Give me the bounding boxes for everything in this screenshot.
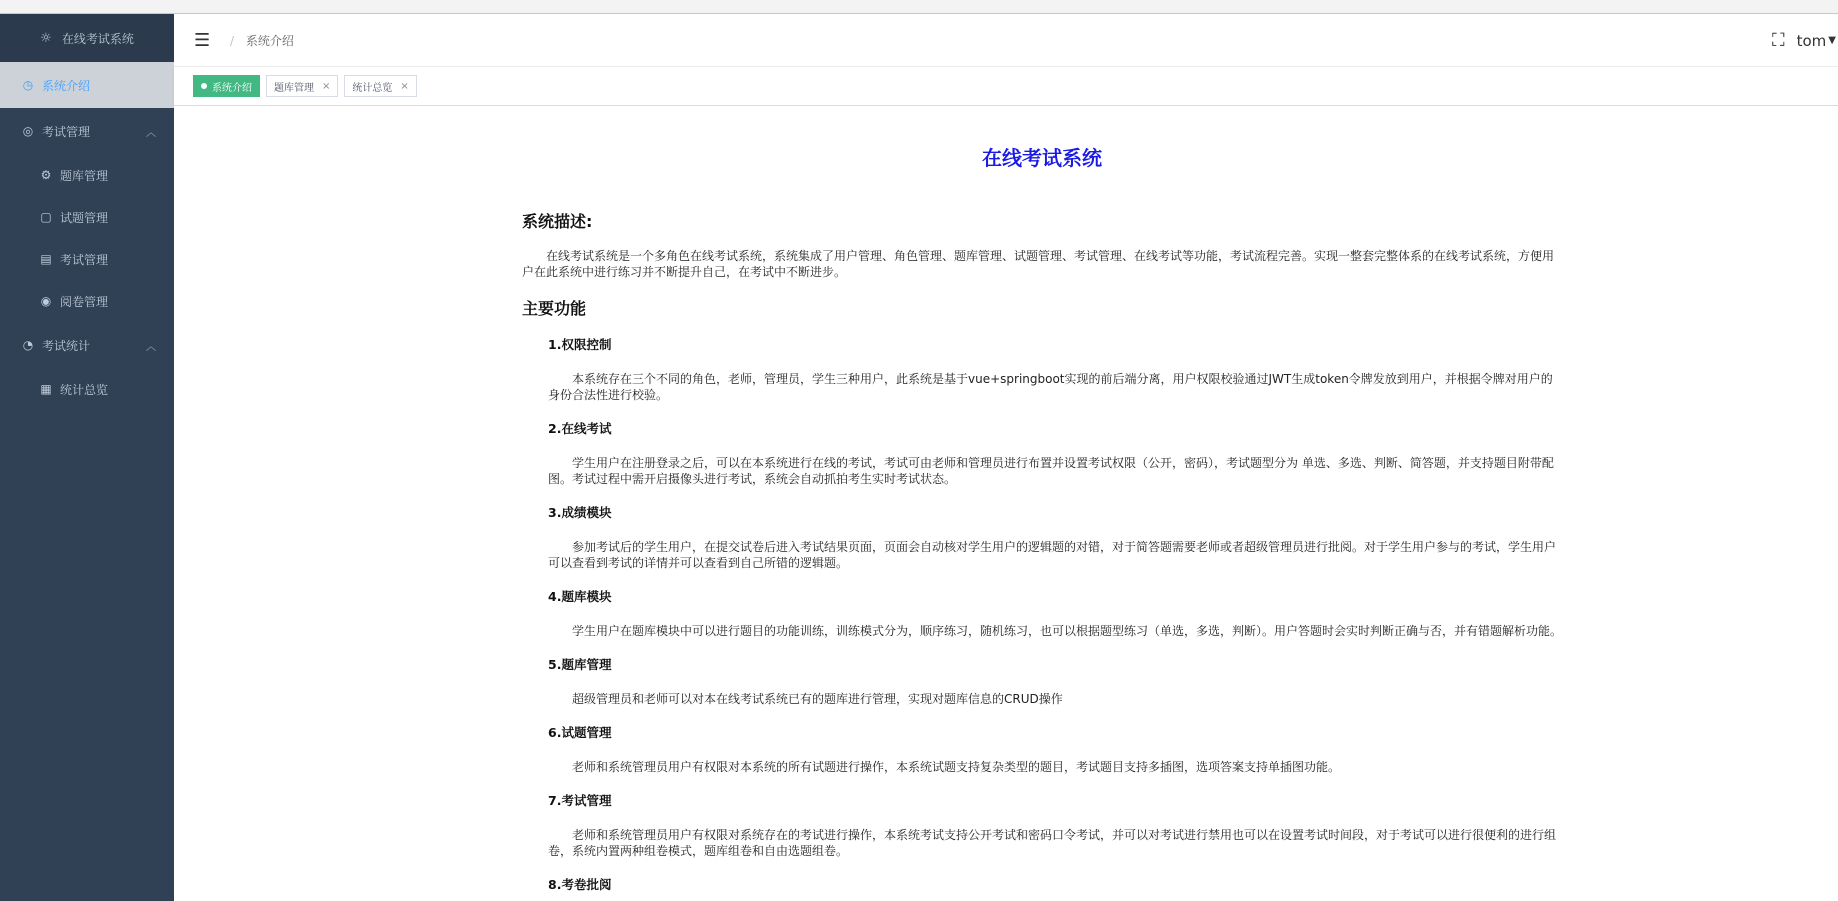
feature-text: 参加考试后的学生用户，在提交试卷后进入考试结果页面，页面会自动核对学生用户的逻辑题的对错，对于简答题需要老师或者超级管理员进行批阅。对于学生用户参与的考试，学生用户可以查看到考试的详情并可以查看到自己所错的逻辑题。: [548, 540, 1557, 570]
breadcrumb-separator: /: [230, 33, 235, 48]
close-icon[interactable]: ×: [322, 80, 331, 92]
feature-text: 老师和系统管理员用户有权限对本系统的所有试题进行操作，本系统试题支持复杂类型的题目，考试题目支持多插图，选项答案支持单插图功能。: [572, 760, 1341, 774]
tag-intro[interactable]: [193, 75, 260, 97]
sidebar-item-intro[interactable]: [0, 62, 174, 108]
sidebar-item-grading[interactable]: [0, 280, 174, 322]
feature-text: 超级管理员和老师可以对本在线考试系统已有的题库进行管理，实现对题库信息的CRUD操作: [572, 692, 1063, 706]
features-heading: 主要功能: [522, 299, 587, 318]
exam-icon: ◎: [22, 124, 34, 138]
feature-title: 8.考卷批阅: [548, 877, 612, 892]
stats-icon: ▦: [40, 382, 52, 396]
feature-title: 3.成绩模块: [548, 505, 612, 520]
tags-view: [174, 67, 1838, 106]
feature-text: 本系统存在三个不同的角色，老师，管理员，学生三种用户，此系统是基于vue+springboot实现的前后端分离，用户权限校验通过JWT生成token令牌发放到用户，并根据令牌对用户的身份合法性进行校验。: [548, 372, 1553, 402]
document-icon: ▤: [40, 252, 52, 266]
sidebar-item-exams[interactable]: [0, 238, 174, 280]
tag-label: 系统介绍: [212, 82, 252, 94]
question-icon: ▢: [40, 210, 52, 224]
sidebar-item-question-bank[interactable]: [0, 154, 174, 196]
feature-text: 学生用户在注册登录之后，可以在本系统进行在线的考试，考试可由老师和管理员进行布置并设置考试权限（公开，密码），考试题型分为 单选、多选、判断、简答题，并支持题目附带配图。考试过程中需开启摄像头进行考试，系统会自动抓拍考生实时考试状态。: [548, 456, 1554, 486]
header-right: [1772, 14, 1838, 67]
breadcrumb-current: 系统介绍: [245, 33, 294, 48]
sidebar-item-label: 考试统计: [42, 338, 91, 353]
sun-icon: ☼: [40, 30, 52, 46]
feature-text: 学生用户在题库模块中可以进行题目的功能训练，训练模式分为，顺序练习，随机练习，也可以根据题型练习（单选，多选，判断）。用户答题时会实时判断正确与否，并有错题解析功能。: [572, 624, 1563, 638]
feature-title: 7.考试管理: [548, 793, 612, 808]
sidebar-item-exam-stats[interactable]: [0, 322, 174, 368]
sidebar-title: 在线考试系统: [61, 31, 134, 46]
feature-title: 4.题库模块: [548, 589, 612, 604]
features-list: [522, 335, 1562, 893]
sidebar-item-label: 考试管理: [60, 252, 109, 267]
chevron-up-icon: ︿: [146, 127, 156, 139]
tag-stats-overview[interactable]: [344, 75, 416, 97]
eye-icon: ◉: [40, 294, 52, 308]
intro-article: [522, 106, 1562, 893]
tag-label: 题库管理: [274, 82, 314, 94]
feature-title: 2.在线考试: [548, 421, 612, 436]
active-dot-icon: [201, 83, 207, 89]
sidebar: [0, 14, 174, 901]
tag-question-bank[interactable]: [266, 75, 338, 97]
feature-title: 5.题库管理: [548, 657, 612, 672]
sidebar-item-questions[interactable]: [0, 196, 174, 238]
breadcrumb: [230, 32, 294, 49]
chart-icon: ◔: [22, 338, 34, 352]
feature-title: 6.试题管理: [548, 725, 612, 740]
description-heading: 系统描述:: [522, 212, 593, 231]
feature-title: 1.权限控制: [548, 337, 612, 352]
dashboard-icon: ◷: [22, 78, 34, 92]
user-menu[interactable]: tom: [1796, 31, 1827, 50]
sidebar-item-label: 考试管理: [42, 124, 91, 139]
description-text: 在线考试系统是一个多角色在线考试系统，系统集成了用户管理、角色管理、题库管理、试题管理、考试管理、在线考试等功能，考试流程完善。实现一整套完整体系的在线考试系统，方便用 户在此系统中进行练习并不断提升自己，在考试中不断进步。: [522, 249, 1555, 279]
navbar: [174, 14, 1838, 67]
sidebar-logo[interactable]: [0, 14, 174, 62]
main-content: [174, 106, 1838, 901]
sidebar-item-label: 阅卷管理: [60, 294, 109, 309]
tag-label: 统计总览: [352, 82, 393, 94]
close-icon[interactable]: ×: [400, 80, 409, 92]
chevron-up-icon: ︿: [146, 341, 156, 353]
fullscreen-icon[interactable]: ⛶: [1772, 30, 1785, 51]
sidebar-item-label: 系统介绍: [42, 78, 91, 93]
page-title: 在线考试系统: [982, 146, 1102, 170]
browser-strip: [0, 0, 1838, 14]
sidebar-item-label: 统计总览: [60, 382, 109, 397]
caret-down-icon[interactable]: ▼: [1828, 35, 1836, 46]
feature-text: 老师和系统管理员用户有权限对系统存在的考试进行操作，本系统考试支持公开考试和密码口令考试，并可以对考试进行禁用也可以在设置考试时间段，对于考试可以进行很便利的进行组卷，系统内置两种组卷模式，题库组卷和自由选题组卷。: [548, 828, 1557, 858]
hamburger-icon[interactable]: ☰: [194, 29, 211, 51]
sidebar-item-exam-management[interactable]: [0, 108, 174, 154]
sidebar-item-stats-overview[interactable]: [0, 368, 174, 410]
sidebar-item-label: 题库管理: [60, 168, 109, 183]
question-bank-icon: ⚙: [40, 168, 52, 182]
sidebar-item-label: 试题管理: [60, 210, 109, 225]
